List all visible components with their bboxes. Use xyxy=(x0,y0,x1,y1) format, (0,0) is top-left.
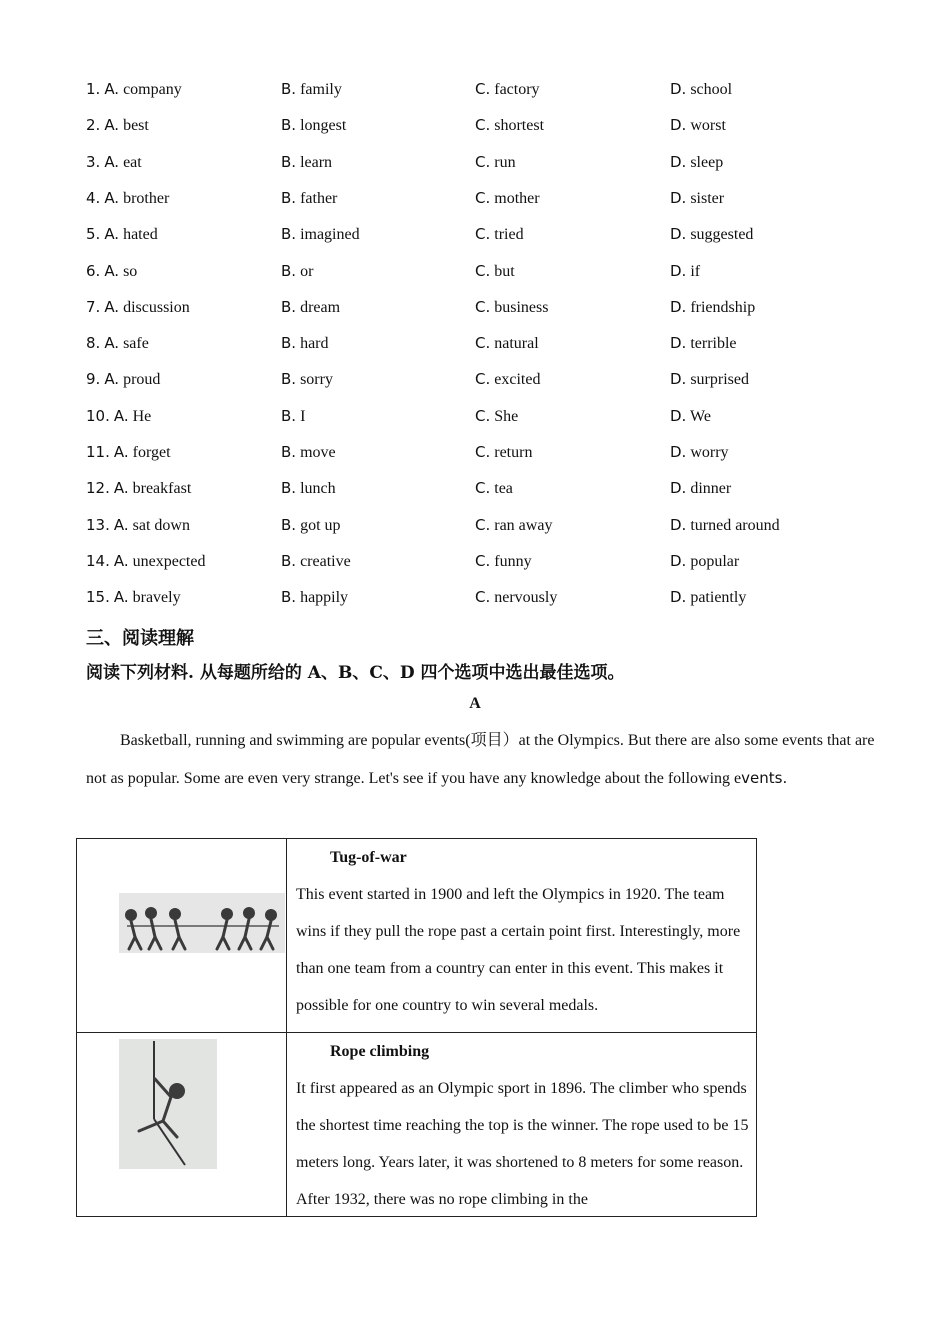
question-row xyxy=(0,370,950,398)
event-title: Rope climbing xyxy=(330,1043,430,1060)
option-b xyxy=(281,479,336,498)
option-b xyxy=(281,225,360,244)
option-a xyxy=(86,334,149,353)
option-text: factory xyxy=(494,81,540,98)
option-text: shortest xyxy=(494,117,545,135)
option-letter: C. xyxy=(475,297,491,316)
option-text: discussion xyxy=(123,298,190,316)
option-d xyxy=(670,370,749,389)
question-row xyxy=(0,262,950,290)
option-text: worry xyxy=(690,444,729,461)
option-letter: B. xyxy=(281,551,297,570)
option-c xyxy=(475,189,540,208)
option-c xyxy=(475,443,532,462)
option-b xyxy=(281,262,313,281)
option-a xyxy=(86,80,182,99)
option-text: creative xyxy=(300,552,351,570)
option-letter: C. xyxy=(475,261,491,280)
option-letter: B. xyxy=(281,297,297,316)
option-a xyxy=(86,552,205,571)
option-d xyxy=(670,334,737,353)
option-text: sleep xyxy=(690,153,724,171)
question-number: 11. xyxy=(86,443,110,461)
option-d xyxy=(670,552,739,571)
option-text: return xyxy=(494,444,533,461)
event-tug-of-war xyxy=(296,840,751,1024)
option-c xyxy=(475,479,513,498)
option-letter: A. xyxy=(104,370,120,389)
option-letter: D. xyxy=(670,297,687,316)
option-letter: A. xyxy=(113,515,129,534)
events-table xyxy=(76,838,757,1217)
question-number: 3. xyxy=(86,152,101,171)
option-letter: A. xyxy=(113,551,129,570)
option-text: dream xyxy=(300,298,341,316)
option-text: longest xyxy=(300,117,347,135)
option-letter: A. xyxy=(104,80,120,98)
option-c xyxy=(475,370,540,389)
reading-instruction: 阅读下列材料. 从每题所给的 A、B、C、D 四个选项中选出最佳选项。 xyxy=(86,663,625,683)
option-letter: D. xyxy=(670,116,687,135)
option-letter: D. xyxy=(670,406,687,425)
option-d xyxy=(670,588,746,607)
question-number: 7. xyxy=(86,297,101,316)
option-letter: C. xyxy=(475,152,491,171)
option-letter: D. xyxy=(670,479,687,498)
option-letter: B. xyxy=(281,152,297,171)
option-text: got up xyxy=(300,516,341,534)
option-text: business xyxy=(494,298,549,316)
option-text: popular xyxy=(690,552,740,570)
passage-label: A xyxy=(469,695,481,712)
option-text: move xyxy=(300,444,336,461)
option-text: run xyxy=(494,153,516,171)
option-text: nervously xyxy=(494,589,558,607)
option-d xyxy=(670,298,755,317)
question-number: 10. xyxy=(86,406,110,425)
option-d xyxy=(670,479,731,498)
question-number: 6. xyxy=(86,261,101,280)
option-letter: A. xyxy=(113,406,129,425)
option-letter: D. xyxy=(670,515,687,534)
option-text: father xyxy=(300,189,338,207)
option-text: breakfast xyxy=(132,480,192,498)
option-text: tea xyxy=(494,480,513,498)
option-a xyxy=(86,189,169,208)
option-text: She xyxy=(494,407,519,425)
option-b xyxy=(281,153,332,172)
question-number: 12. xyxy=(86,479,110,498)
option-a xyxy=(86,153,142,172)
option-d xyxy=(670,516,780,535)
option-b xyxy=(281,189,337,208)
option-text: bravely xyxy=(132,589,181,607)
rope-climbing-illustration xyxy=(119,1039,217,1169)
question-row xyxy=(0,516,950,544)
option-text: suggested xyxy=(690,226,754,244)
option-text: safe xyxy=(123,335,149,353)
option-letter: D. xyxy=(670,588,687,607)
option-letter: D. xyxy=(670,152,687,171)
option-text: I xyxy=(300,407,306,425)
option-a xyxy=(86,443,171,462)
option-letter: C. xyxy=(475,188,491,207)
option-text: happily xyxy=(300,589,349,607)
option-b xyxy=(281,516,341,535)
option-letter: A. xyxy=(104,152,120,171)
question-number: 13. xyxy=(86,515,110,534)
option-a xyxy=(86,588,181,607)
option-letter: B. xyxy=(281,225,297,244)
option-text: or xyxy=(300,262,314,280)
option-letter: A. xyxy=(104,334,120,353)
option-letter: D. xyxy=(670,188,687,207)
option-text: sorry xyxy=(300,371,333,389)
option-c xyxy=(475,80,540,99)
table-column-divider xyxy=(286,839,287,1216)
option-a xyxy=(86,298,190,317)
option-letter: A. xyxy=(113,479,129,498)
option-letter: C. xyxy=(475,406,491,425)
option-letter: D. xyxy=(670,334,687,353)
option-c xyxy=(475,407,518,426)
option-letter: C. xyxy=(475,551,491,570)
option-letter: C. xyxy=(475,479,491,498)
option-a xyxy=(86,262,137,281)
option-c xyxy=(475,588,557,607)
option-text: forget xyxy=(132,444,171,461)
option-text: proud xyxy=(123,371,161,389)
option-c xyxy=(475,262,515,281)
option-b xyxy=(281,298,340,317)
option-letter: D. xyxy=(670,551,687,570)
option-letter: D. xyxy=(670,261,687,280)
option-d xyxy=(670,189,724,208)
option-text: worst xyxy=(690,117,726,135)
option-text: hated xyxy=(123,226,158,244)
option-b xyxy=(281,334,329,353)
option-c xyxy=(475,298,548,317)
option-text: family xyxy=(300,81,342,98)
option-text: He xyxy=(132,407,152,425)
option-letter: B. xyxy=(281,370,297,389)
option-text: learn xyxy=(300,153,333,171)
question-row xyxy=(0,588,950,616)
option-letter: B. xyxy=(281,588,297,607)
option-letter: C. xyxy=(475,225,491,244)
question-row xyxy=(0,479,950,507)
option-text: surprised xyxy=(690,371,749,389)
question-number: 8. xyxy=(86,334,101,353)
option-d xyxy=(670,407,711,426)
option-text: sat down xyxy=(132,516,190,534)
question-number: 14. xyxy=(86,551,110,570)
option-text: terrible xyxy=(690,335,737,353)
option-b xyxy=(281,370,333,389)
option-letter: A. xyxy=(104,297,120,316)
option-letter: A. xyxy=(104,261,120,280)
question-row xyxy=(0,443,950,471)
option-text: friendship xyxy=(690,298,756,316)
section-title: 三、阅读理解 xyxy=(86,628,194,649)
option-c xyxy=(475,552,532,571)
option-text: turned around xyxy=(690,516,780,534)
question-row xyxy=(0,407,950,435)
option-text: tried xyxy=(494,226,524,244)
option-text: brother xyxy=(123,189,170,207)
event-title: Tug-of-war xyxy=(330,849,407,866)
option-text: company xyxy=(123,81,182,98)
passage-intro-text: Basketball, running and swimming are popular events(项目）at the Olympics. But there are also some events that are not as popular. Some are even very strange. Let's see if you have any knowledge about the following e xyxy=(86,732,875,787)
question-number: 4. xyxy=(86,188,101,207)
option-b xyxy=(281,116,346,135)
option-b xyxy=(281,443,336,462)
event-description: This event started in 1900 and left the Olympics in 1920. The team wins if they pull the rope past a certain point first. Interestingly, more than one team from a country can enter in this event. This makes it possible for one country to win several medals. xyxy=(296,886,741,1014)
question-row xyxy=(0,552,950,580)
option-letter: C. xyxy=(475,116,491,135)
option-letter: A. xyxy=(113,588,129,607)
option-text: imagined xyxy=(300,226,360,244)
question-row xyxy=(0,225,950,253)
option-c xyxy=(475,334,539,353)
option-text: dinner xyxy=(690,480,732,498)
option-text: school xyxy=(690,81,733,98)
option-d xyxy=(670,116,726,135)
option-letter: B. xyxy=(281,479,297,498)
question-row xyxy=(0,80,950,108)
option-letter: C. xyxy=(475,80,491,98)
option-b xyxy=(281,552,351,571)
option-c xyxy=(475,116,544,135)
option-text: eat xyxy=(123,153,142,171)
question-number: 15. xyxy=(86,588,110,607)
option-letter: B. xyxy=(281,334,297,353)
option-letter: D. xyxy=(670,225,687,244)
option-letter: A. xyxy=(104,188,120,207)
option-text: patiently xyxy=(690,589,747,607)
event-description: It first appeared as an Olympic sport in 1896. The climber who spends the shortest time reaching the top is the winner. The rope used to be 15 meters long. Years later, it was shortened to 8 meters for some reason. After 1932, there was no rope climbing in the xyxy=(296,1080,749,1208)
option-letter: B. xyxy=(281,116,297,135)
option-text: hard xyxy=(300,335,329,353)
question-row xyxy=(0,116,950,144)
option-letter: C. xyxy=(475,443,491,461)
option-a xyxy=(86,407,151,426)
option-a xyxy=(86,370,160,389)
option-letter: B. xyxy=(281,261,297,280)
option-d xyxy=(670,153,723,172)
option-letter: D. xyxy=(670,80,687,98)
option-letter: B. xyxy=(281,188,297,207)
option-text: ran away xyxy=(494,516,553,534)
option-c xyxy=(475,225,524,244)
option-text: unexpected xyxy=(132,552,206,570)
table-row-divider xyxy=(77,1032,756,1033)
question-row xyxy=(0,298,950,326)
option-c xyxy=(475,153,516,172)
option-text: natural xyxy=(494,335,539,353)
option-text: best xyxy=(123,117,149,135)
option-letter: C. xyxy=(475,588,491,607)
question-number: 1. xyxy=(86,80,101,98)
question-number: 2. xyxy=(86,116,101,135)
option-d xyxy=(670,80,732,99)
option-text: lunch xyxy=(300,480,336,498)
option-d xyxy=(670,443,729,462)
option-a xyxy=(86,116,149,135)
option-letter: C. xyxy=(475,334,491,353)
option-d xyxy=(670,262,700,281)
option-letter: A. xyxy=(113,443,129,461)
passage-intro-tail: vents. xyxy=(741,768,788,787)
passage-intro xyxy=(86,722,876,797)
option-text: if xyxy=(690,262,701,280)
option-text: so xyxy=(123,262,138,280)
option-d xyxy=(670,225,753,244)
option-letter: A. xyxy=(104,225,120,244)
option-letter: B. xyxy=(281,515,297,534)
tug-of-war-illustration xyxy=(119,893,285,953)
option-a xyxy=(86,479,191,498)
option-text: but xyxy=(494,262,515,280)
question-row xyxy=(0,189,950,217)
option-text: excited xyxy=(494,371,541,389)
option-letter: C. xyxy=(475,370,491,389)
option-text: funny xyxy=(494,552,532,570)
option-letter: B. xyxy=(281,406,297,425)
option-text: We xyxy=(690,407,711,425)
option-a xyxy=(86,516,190,535)
option-c xyxy=(475,516,552,535)
option-letter: D. xyxy=(670,370,687,389)
option-b xyxy=(281,588,348,607)
question-number: 5. xyxy=(86,225,101,244)
option-letter: B. xyxy=(281,80,297,98)
option-letter: C. xyxy=(475,515,491,534)
option-b xyxy=(281,407,305,426)
event-rope-climbing xyxy=(296,1034,751,1218)
option-a xyxy=(86,225,158,244)
question-row xyxy=(0,153,950,181)
question-row xyxy=(0,334,950,362)
option-text: mother xyxy=(494,189,540,207)
option-letter: D. xyxy=(670,443,687,461)
option-text: sister xyxy=(690,189,725,207)
question-number: 9. xyxy=(86,370,101,389)
option-letter: B. xyxy=(281,443,297,461)
option-b xyxy=(281,80,342,99)
option-letter: A. xyxy=(104,116,120,135)
